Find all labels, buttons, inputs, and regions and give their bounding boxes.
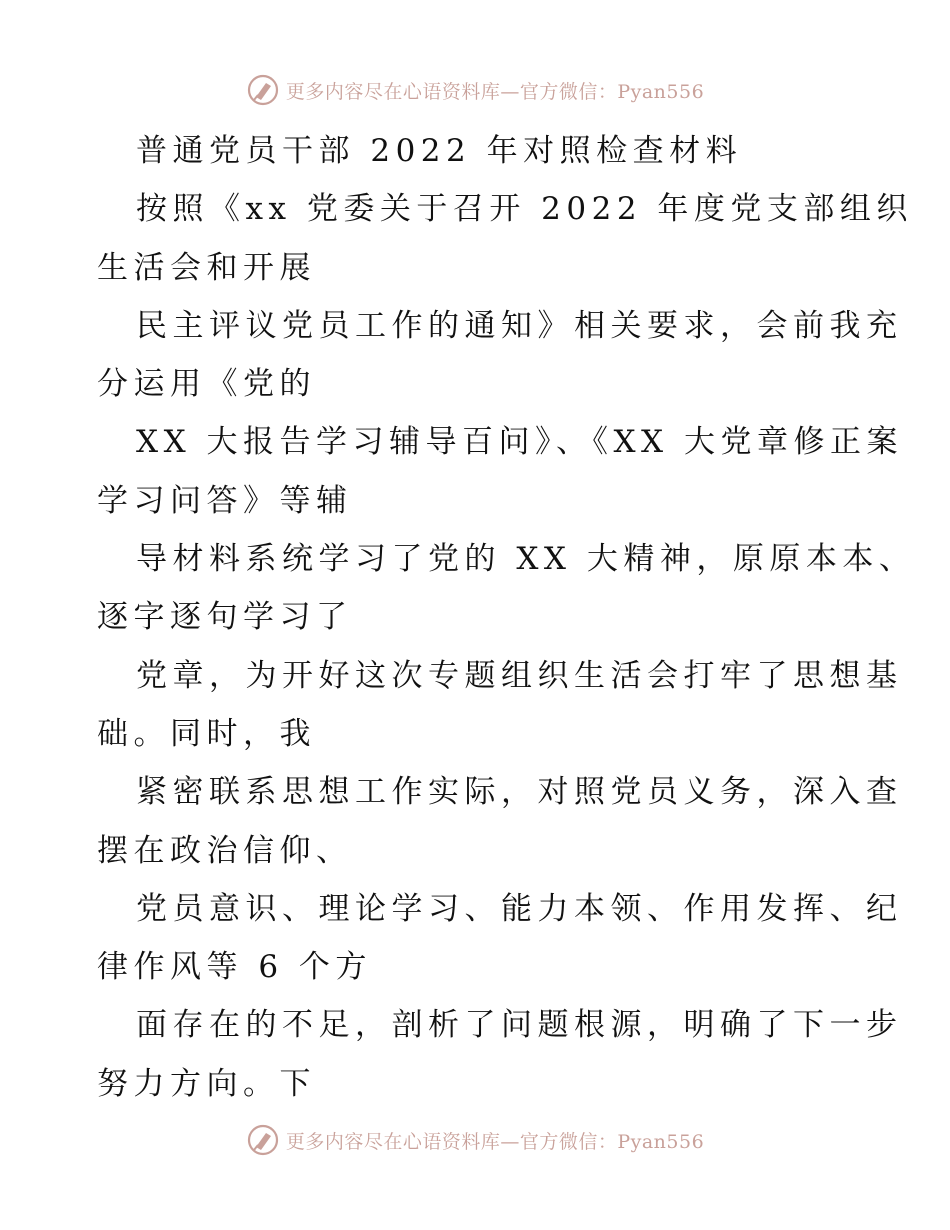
pen-nib-seal-logo-icon: [246, 1123, 280, 1157]
text-line: 紧密联系思想工作实际，对照党员义务，深入查: [136, 774, 903, 811]
text-line: 按照《xx 党委关于召开 2022 年度党支部组织: [136, 191, 913, 228]
document-body: [97, 122, 916, 1113]
footer-watermark: [0, 1120, 950, 1160]
document-title: 普通党员干部 2022 年对照检查材料: [136, 133, 743, 169]
text-line: 面存在的不足，剖析了问题根源，明确了下一步: [136, 1007, 903, 1044]
text-line: 民主评议党员工作的通知》相关要求，会前我充: [136, 307, 903, 344]
text-line: 逐字逐句学习了: [97, 599, 353, 636]
text-line: 摆在政治信仰、: [97, 832, 353, 869]
text-line: 础。同时，我: [97, 715, 316, 752]
watermark-text: 更多内容尽在心语资料库—官方微信：Pyan556: [285, 1130, 705, 1153]
text-line: XX 大报告学习辅导百问》、《XX 大党章修正案: [136, 424, 903, 461]
text-line: 导材料系统学习了党的 XX 大精神，原原本本、: [136, 541, 916, 578]
text-line: 努力方向。下: [97, 1065, 316, 1102]
watermark-text: 更多内容尽在心语资料库—官方微信：Pyan556: [285, 80, 705, 103]
text-line: 党章，为开好这次专题组织生活会打牢了思想基: [136, 657, 903, 694]
text-line: 生活会和开展: [97, 249, 316, 286]
header-watermark: [0, 70, 950, 110]
text-line: 律作风等 6 个方: [97, 949, 372, 986]
text-line: 党员意识、理论学习、能力本领、作用发挥、纪: [136, 890, 903, 927]
text-line: 分运用《党的: [97, 366, 316, 403]
pen-nib-seal-logo-icon: [246, 73, 280, 107]
text-line: 学习问答》等辅: [97, 482, 353, 519]
